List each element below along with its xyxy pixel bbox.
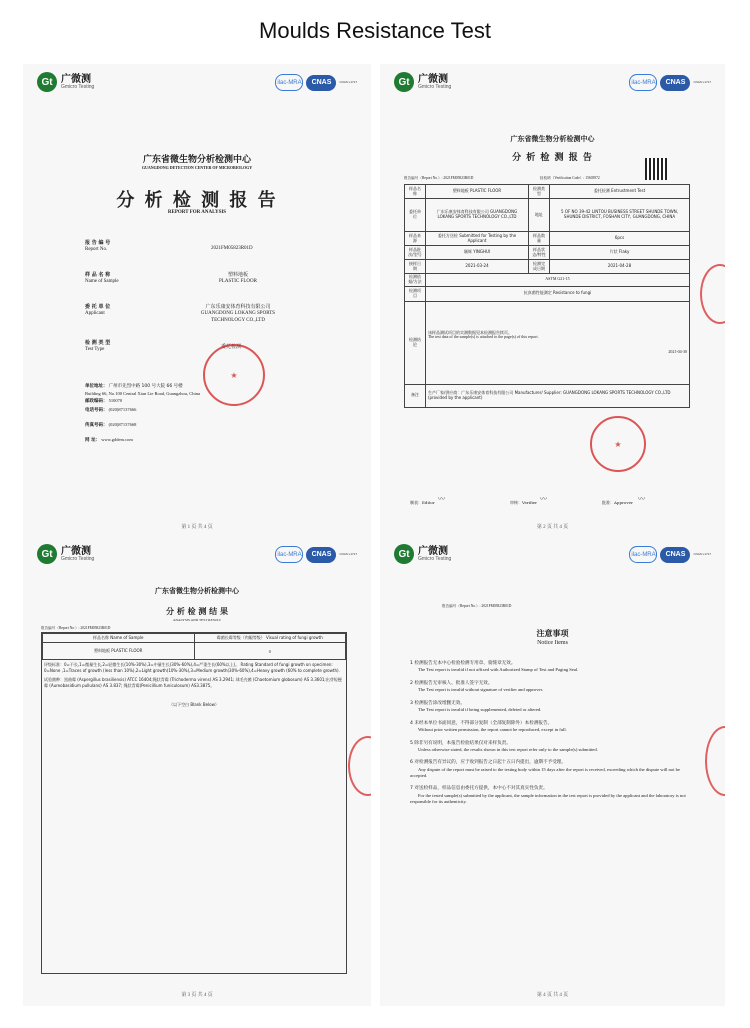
- notice-item: 3 检测报告涂改增删无效。 The Test report is invalid if being supplemented, deleted or altered.: [410, 700, 542, 712]
- gmicro-logo-icon: Gt: [37, 544, 57, 564]
- org-name-cn: 广东省微生物分析检测中心: [142, 155, 251, 165]
- test-type-label-en: Test Type: [85, 347, 105, 353]
- gmicro-header: [394, 544, 451, 564]
- report-info-table: 样品名称 塑料地板 PLASTIC FLOOR 检测类型 委托检测 Entrustment Test 委托单位 广东乐康安体育科技有限公司 GUANGDONG LOKANG SPORTS TECHNOLOGY CO.,LTD 地址 5 OF NO 39-42 LINTOU BUSINESS STREET SHUNDE TOWN, SHUNDE DISTRICT, FOSHAN CITY, GUANGDONG, CHINA 样品来源 委托方送检 Submitted for Testing by the Applicant 样品数量 6pcs 样品批次/型号 颖辉 YINGHUI 样品状态/特性 片状 Flaky 接样日期 2021-03-24 检测完成日期 2021-04-28 检测依据/方法 ASTM G21-15 检测项目 抗真菌性能测定 Resistance to fungi 检测结论 该样品测试项目的实测数据见本检测报告续页。 The test data of the sample(s) is attached to the page(s) of this report. 2021-04-30 备注 生产厂家/供应商：广东乐康安体育科技有限公司 Manufacturer/ Supplier: GUANGDONG LOKANG SPORTS TECHNOLOGY CO.,LTD (provided by the applicant): [404, 184, 690, 408]
- cnas-icon: CNAS: [660, 547, 690, 563]
- report-no-label: 报 告 编 号: [85, 240, 111, 246]
- brand-en: Gmicro Testing: [418, 83, 452, 90]
- gmicro-logo-icon: Gt: [37, 72, 57, 92]
- notice-item: 7 对送检样品，样品信息由委托方提供，本中心不对其真实性负责。 For the tested sample(s) submitted by the applicant, the sample information in the test report is provided by the applicant and the laboratory is not responsible for its authenticity.: [410, 786, 686, 804]
- org-name-en: GUANGDONG DETECTION CENTER OF MICROBIOLOGY: [141, 165, 253, 170]
- brand-cn: 广微测: [418, 545, 448, 557]
- notice-item: 1 检测报告无本中心检验检测专用章、骑缝章无效。 The Test report is invalid if not affixed with Authorized Stamp of Test and Paging Seal.: [410, 661, 579, 673]
- report-title-cn: 分 析 检 测 报 告: [116, 190, 278, 211]
- verifier-label: 审核：Verifier: [510, 500, 538, 505]
- notice-page: [380, 536, 725, 1006]
- cnas-number: CNAS L1717: [339, 79, 357, 84]
- report-no-line: 报告编号（Report No.）: 2021FM05823R01D: [442, 604, 512, 608]
- info-row: 样品名称 塑料地板 PLASTIC FLOOR 检测类型 委托检测 Entrustment Test: [405, 185, 690, 199]
- accreditation-marks: [275, 74, 357, 91]
- paging-seal-icon: [700, 264, 725, 324]
- contact-block: 单位地址： 广州市先烈中路 100 号大院 66 号楼 Building 66, No.100 Central Xian Lie Road, Guangzhou, China 邮政编码： 510070 电话号码： (020)87137666 传真号码： (020)87137668 网 址： www.gddem.com: [85, 384, 200, 444]
- verification-code: 检验码（Verification Code）: 15603972: [540, 176, 600, 180]
- cnas-number: CNAS L1717: [693, 551, 711, 556]
- brand-en: Gmicro Testing: [61, 555, 95, 562]
- notice-item: 6 对检测报告有异议的，应于收到报告之日起十五日内提出，逾期不予受理。 Any dispute of the report must be raised to the testing body within 15 days after the report is received, exceeding which the dispute will not be accepted.: [410, 760, 680, 778]
- ilac-mra-icon: ilac-MRA: [629, 546, 657, 563]
- report-cover-page: [23, 64, 371, 538]
- notice-title-cn: 注意事项: [536, 629, 569, 638]
- applicant-en-1: GUANGDONG LOKANG SPORTS: [200, 311, 276, 317]
- info-row: 样品来源 委托方送检 Submitted for Testing by the Applicant 样品数量 6pcs: [405, 232, 690, 246]
- paging-seal-icon: [705, 726, 725, 796]
- applicant-cn: 广东乐康安体育科技有限公司: [205, 304, 271, 310]
- cnas-icon: CNAS: [306, 547, 336, 563]
- page-number: 第 3 页 共 4 页: [181, 993, 213, 998]
- report-no-line: 报告编号（Report No.）: 2021FM05823R01D: [404, 176, 474, 180]
- qr-code-icon: [645, 158, 667, 180]
- approver-label: 批准：Approver: [602, 500, 633, 505]
- result-frame: [41, 632, 347, 974]
- report-no: 2021FM05823R01D: [211, 246, 253, 251]
- info-row: 委托单位 广东乐康安体育科技有限公司 GUANGDONG LOKANG SPORTS TECHNOLOGY CO.,LTD 地址 5 OF NO 39-42 LINTOU BUSINESS STREET SHUNDE TOWN, SHUNDE DISTRICT, FOSHAN CITY, GUANGDONG, CHINA: [405, 199, 690, 232]
- brand-cn: 广微测: [61, 73, 91, 85]
- sample-en: PLASTIC FLOOR: [219, 279, 257, 285]
- paging-seal-icon: [348, 736, 371, 796]
- result-page: [23, 536, 371, 1006]
- sample-label-en: Name of Sample: [85, 279, 119, 285]
- org-name-cn: 广东省微生物分析检测中心: [510, 135, 595, 143]
- test-type: 委托检测: [221, 344, 242, 350]
- info-row: 接样日期 2021-03-24 检测完成日期 2021-04-28: [405, 260, 690, 274]
- test-type-label: 检 测 类 型: [85, 340, 111, 346]
- gmicro-logo-icon: Gt: [394, 72, 414, 92]
- gmicro-header: [37, 544, 94, 564]
- notice-title-en: Notice Items: [537, 640, 568, 646]
- ilac-mra-icon: ilac-MRA: [629, 74, 657, 91]
- brand-en: Gmicro Testing: [61, 83, 95, 90]
- brand-en: Gmicro Testing: [418, 555, 452, 562]
- editor-signature-icon: 〰: [438, 495, 445, 503]
- editor-label: 制表：Editor: [410, 500, 435, 505]
- info-row: 样品批次/型号 颖辉 YINGHUI 样品状态/特性 片状 Flaky: [405, 246, 690, 260]
- cnas-number: CNAS L1717: [339, 551, 357, 556]
- applicant-label: 委 托 单 位: [85, 304, 111, 310]
- result-title-cn: 分 析 检 测 结 果: [166, 607, 228, 616]
- report-no-line: 报告编号（Report No.）: 2021FM05823R01D: [41, 626, 111, 630]
- rating-criteria: 评级标准：0=不长,1=微量生长,2=轻微生长(10%-30%),3=中量生长(30%-60%),4=严重生长(60%以上)。 Rating Standard of fungi growth on specimen: 0=None ,1=Traces of growth (less than 10%),2=Light growth(10%-30%),3=Medium growth(30%-60%),4=Heavy growth (60% to complete growth).: [44, 662, 340, 673]
- brand-cn: 广微测: [418, 73, 448, 85]
- page-number: 第 1 页 共 4 页: [181, 525, 213, 530]
- cnas-icon: CNAS: [306, 75, 336, 91]
- sample-cn: 塑料地板: [227, 272, 248, 278]
- notice-item: 5 除非另有说明，本报告检验结果仅对来样负责。 Unless otherwise stated, the results shown in this test report refer only to the sample(s) submitted.: [410, 740, 598, 752]
- applicant-en-2: TECHNOLOGY CO.,LTD: [211, 317, 265, 323]
- cnas-number: CNAS L1717: [693, 79, 711, 84]
- page-title: Moulds Resistance Test: [259, 18, 491, 43]
- accreditation-marks: [629, 74, 711, 91]
- sample-label: 样 品 名 称: [85, 272, 111, 278]
- verifier-signature-icon: 〰: [540, 495, 547, 503]
- page-number: 第 2 页 共 4 页: [536, 525, 569, 530]
- applicant-label-en: Applicant: [85, 311, 105, 317]
- test-strains: 试验菌种：黑曲霉 (Aspergillus brasiliensis) ATCC 16404;绳状青霉 (Trichoderma virens) AS 3.2941; 球毛壳菌 (Chaetomium globosum) AS 3.3601;出芽短梗霉 (Aureobasidium pullulans) AS 3.837; 绳状青霉(Penicillium funiculosum) AS3.3875。: [44, 677, 342, 688]
- gmicro-logo-icon: Gt: [394, 544, 414, 564]
- official-stamp-icon: ★: [203, 344, 265, 406]
- accreditation-marks: [275, 546, 357, 563]
- cnas-icon: CNAS: [660, 75, 690, 91]
- official-stamp-icon: ★: [590, 416, 646, 472]
- result-table: 样品名称 Name of Sample 霉菌长霉等级（肉眼等级） Visual rating of fungi growth 塑料地板 PLASTIC FLOOR 0: [42, 633, 346, 660]
- report-title-en: REPORT FOR ANALYSIS: [167, 210, 227, 215]
- report-detail-page: [380, 64, 725, 538]
- blank-below: （以下空白 Blank Below）: [169, 702, 219, 708]
- brand-cn: 广微测: [61, 545, 91, 557]
- org-name-cn: 广东省微生物分析检测中心: [155, 587, 239, 595]
- accreditation-marks: [629, 546, 711, 563]
- notice-item: 4 未经本单位书面同意，不得部分复制（全部复制除外）本检测报告。 Without prior written permission, the report cannot be reproduced, except in full.: [410, 720, 567, 732]
- page-number: 第 4 页 共 4 页: [536, 993, 569, 998]
- ilac-mra-icon: ilac-MRA: [275, 74, 303, 91]
- notice-list: [410, 660, 695, 812]
- gmicro-header: [37, 72, 94, 92]
- report-no-label-en: Report No.: [85, 247, 108, 253]
- approver-signature-icon: 〰: [638, 495, 645, 503]
- gmicro-header: [394, 72, 451, 92]
- ilac-mra-icon: ilac-MRA: [275, 546, 303, 563]
- report-title-cn: 分 析 检 测 报 告: [512, 153, 593, 163]
- notice-item: 2 检测报告无审核人、批准人签字无效。 The Test report is invalid without signature of verifier and approver.: [410, 680, 543, 693]
- result-title-en: ANALYSIS AND TEST RESULT: [172, 618, 222, 622]
